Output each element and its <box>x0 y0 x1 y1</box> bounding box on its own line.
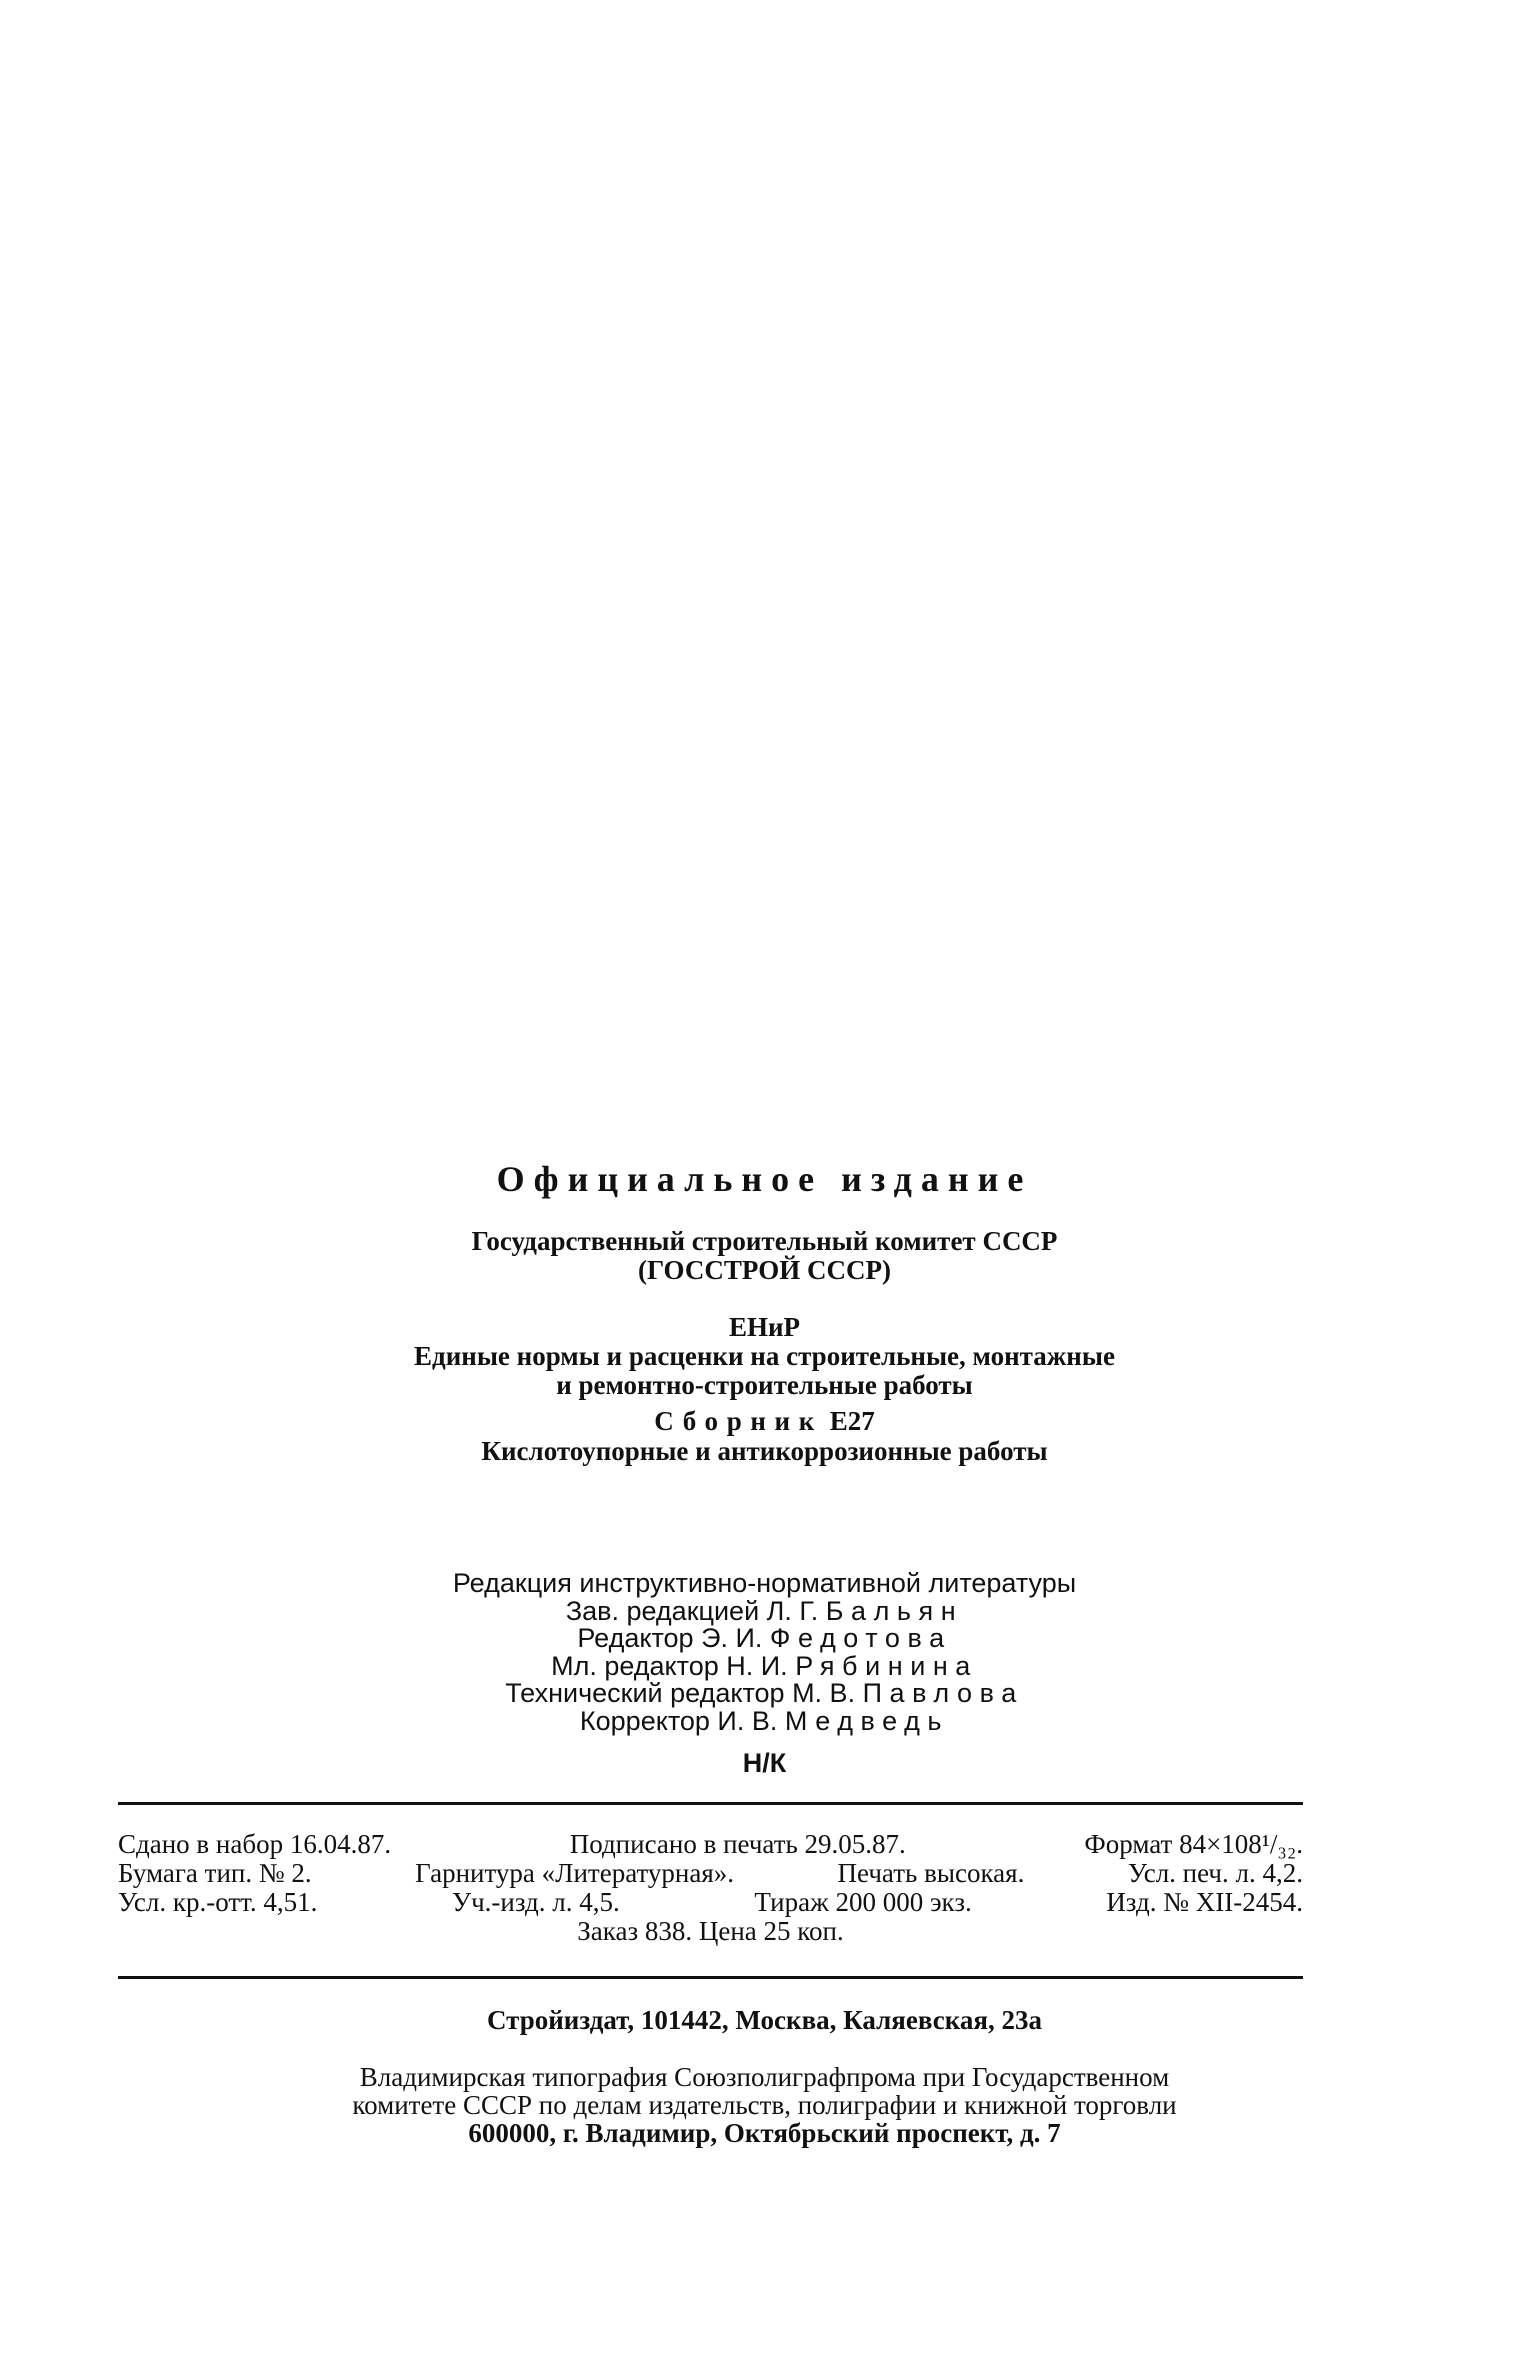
publisher-block <box>0 2005 1529 2036</box>
official-edition-block <box>0 1158 1529 1200</box>
credit-name: Павлова <box>862 1678 1024 1708</box>
credit-name: Медведь <box>784 1705 950 1736</box>
imprint-print-sheets: Усл. печ. л. 4,2. <box>1127 1858 1303 1888</box>
printer-line-2: комитете СССР по делам издательств, полиграфии и книжной торговли <box>352 2090 1177 2120</box>
imprint-print-run: Тираж 200 000 экз. <box>754 1887 972 1917</box>
collection-label: Сборник <box>654 1406 823 1436</box>
credit-proofreader <box>0 1705 1529 1736</box>
imprint-row <box>118 1888 1303 1917</box>
imprint-block <box>118 1830 1303 1946</box>
credit-role: Мл. редактор Н. И. <box>551 1650 788 1681</box>
collection-block <box>0 1406 1529 1466</box>
printer-address: 600000, г. Владимир, Октябрьский проспект, д. 7 <box>468 2118 1061 2148</box>
imprint-typeface: Гарнитура «Литературная». <box>415 1858 735 1888</box>
committee-block <box>0 1227 1529 1285</box>
divider-top <box>118 1802 1303 1805</box>
credit-head-of-office <box>0 1595 1529 1626</box>
classification-mark-block <box>0 1748 1529 1779</box>
imprint-order-price: Заказ 838. Цена 25 коп. <box>577 1916 844 1946</box>
classification-mark: Н/К <box>742 1748 787 1778</box>
credit-role: Зав. редакцией Л. Г. <box>565 1595 819 1626</box>
credit-role: Корректор И. В. <box>579 1705 778 1736</box>
imprint-signed-date: Подписано в печать 29.05.87. <box>569 1829 906 1859</box>
imprint-row <box>118 1830 1303 1859</box>
printer-line-1: Владимирская типография Союзполиграфпрома при Государственном <box>359 2062 1170 2092</box>
divider-bottom <box>118 1976 1303 1979</box>
imprint-publisher-sheets: Уч.-изд. л. 4,5. <box>451 1887 620 1917</box>
credit-editor <box>0 1625 1529 1653</box>
committee-name: Государственный строительный комитет СССР <box>471 1226 1058 1256</box>
credit-technical-editor <box>0 1680 1529 1708</box>
imprint-format: Формат 84×108¹/₃₂. <box>1084 1829 1303 1859</box>
collection-title: Кислотоупорные и антикоррозионные работы <box>481 1436 1048 1466</box>
enir-code: ЕНиР <box>728 1312 801 1342</box>
credit-role: Технический редактор М. В. <box>505 1678 856 1708</box>
editorial-office: Редакция инструктивно-нормативной литературы <box>452 1568 1077 1598</box>
official-edition-heading: Официальное издание <box>496 1159 1033 1199</box>
collection-number-line <box>0 1406 1529 1436</box>
imprint-paper: Бумага тип. № 2. <box>118 1858 312 1888</box>
enir-block <box>0 1313 1529 1400</box>
imprint-typeset-date: Сдано в набор 16.04.87. <box>118 1829 392 1859</box>
printer-block <box>0 2063 1529 2147</box>
imprint-color-prints: Усл. кр.-отт. 4,51. <box>118 1887 318 1917</box>
imprint-edition-number: Изд. № XII-2454. <box>1106 1887 1303 1917</box>
imprint-printing: Печать высокая. <box>837 1858 1025 1888</box>
credit-junior-editor <box>0 1650 1529 1681</box>
imprint-row <box>118 1859 1303 1888</box>
imprint-row <box>118 1917 1303 1946</box>
credit-role: Редактор Э. И. <box>577 1623 763 1653</box>
enir-title-line-2: и ремонтно-строительные работы <box>556 1370 973 1400</box>
credit-name: Рябинина <box>795 1650 978 1681</box>
editorial-credits <box>0 1570 1529 1735</box>
credit-name: Федотова <box>769 1623 952 1653</box>
collection-number: Е27 <box>829 1406 875 1436</box>
credit-name: Бальян <box>825 1595 964 1626</box>
enir-title-line-1: Единые нормы и расценки на строительные, монтажные <box>414 1341 1115 1371</box>
publisher-address: Стройиздат, 101442, Москва, Каляевская, 23а <box>486 2005 1043 2035</box>
committee-abbr: (ГОССТРОЙ СССР) <box>638 1255 891 1285</box>
